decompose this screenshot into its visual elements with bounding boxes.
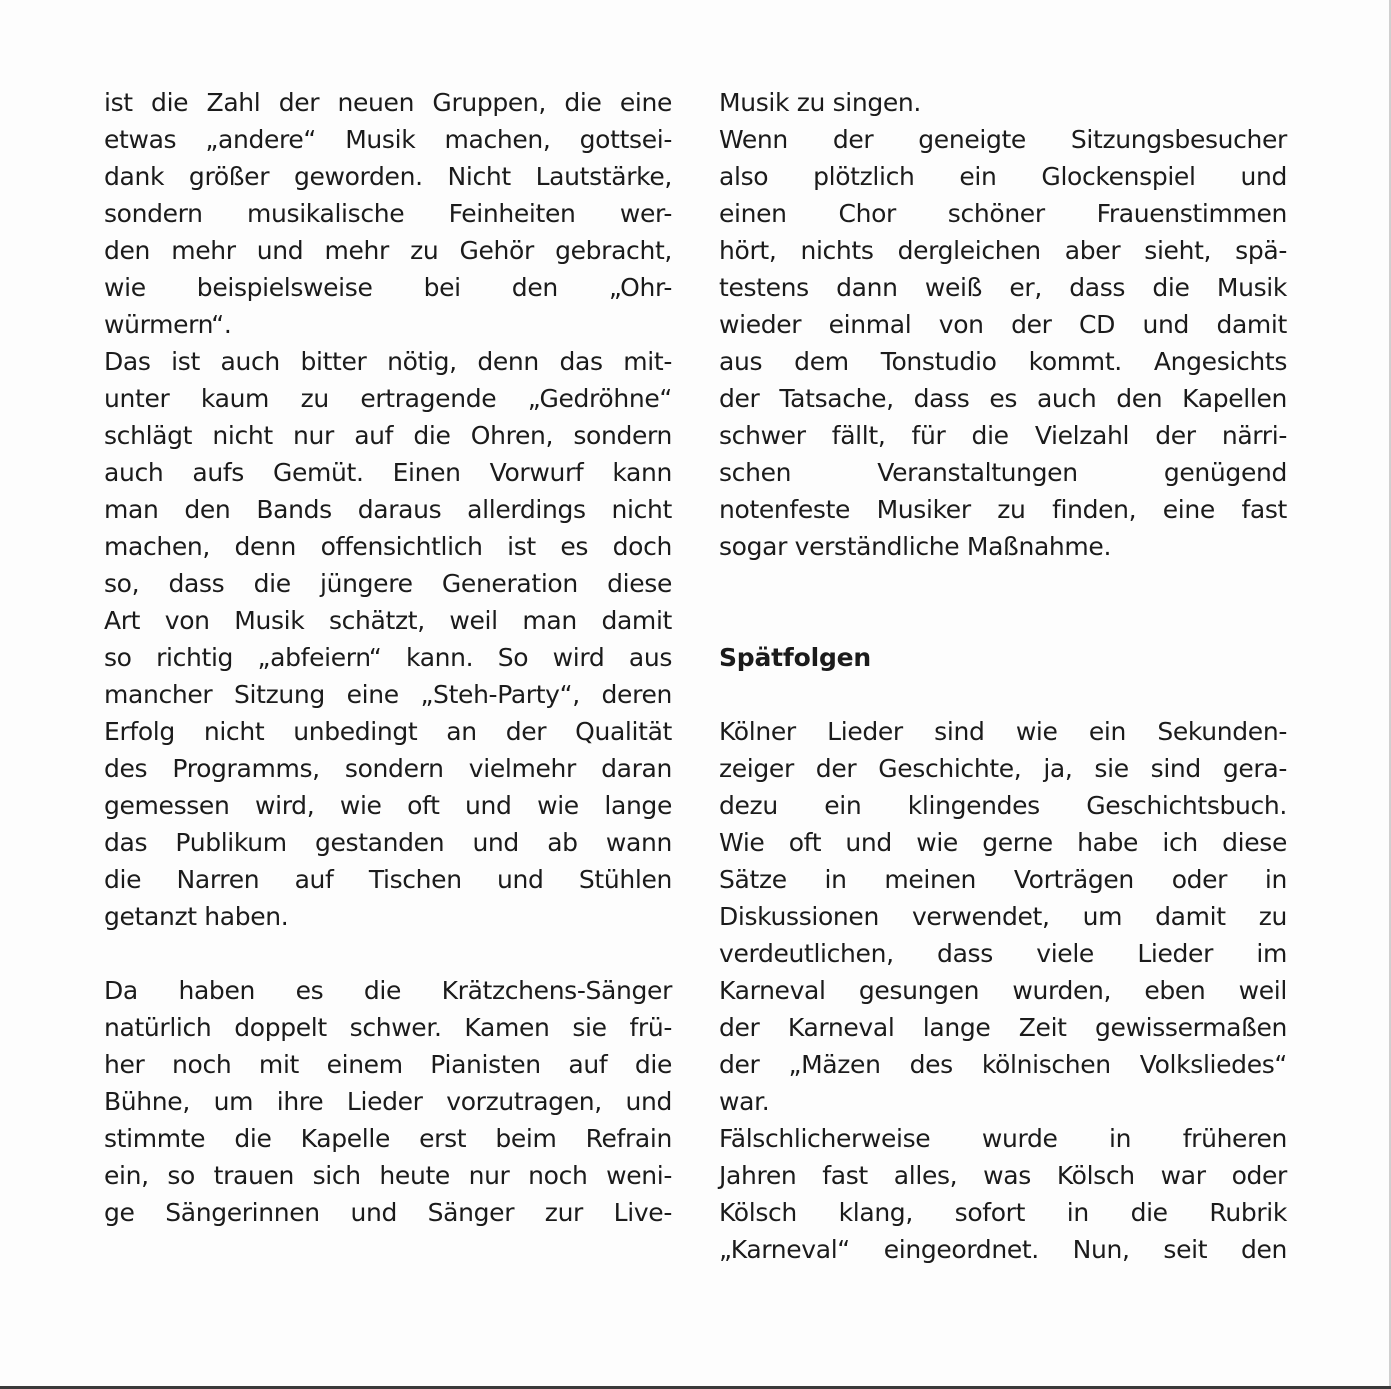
text-line: sondern musikalische Feinheiten wer- (104, 199, 672, 228)
text-line: „Karneval“ eingeordnet. Nun, seit den (719, 1235, 1287, 1264)
text-line: Art von Musik schätzt, weil man damit (104, 606, 672, 635)
text-line: so richtig „abfeiern“ kann. So wird aus (104, 643, 672, 672)
text-line: mancher Sitzung eine „Steh-Party“, deren (104, 680, 672, 709)
text-line: notenfeste Musiker zu finden, eine fast (719, 495, 1287, 524)
right-text-column (719, 84, 1287, 1268)
text-line: verdeutlichen, dass viele Lieder im (719, 939, 1287, 968)
text-line: Fälschlicherweise wurde in früheren (719, 1124, 1287, 1153)
text-line: aus dem Tonstudio kommt. Angesichts (719, 347, 1287, 376)
text-line: man den Bands daraus allerdings nicht (104, 495, 672, 524)
text-line: sogar verständliche Maßnahme. (719, 532, 1112, 561)
text-line: das Publikum gestanden und ab wann (104, 828, 672, 857)
text-line: schen Veranstaltungen genügend (719, 458, 1287, 487)
text-line: Bühne, um ihre Lieder vorzutragen, und (104, 1087, 672, 1116)
text-line: hört, nichts dergleichen aber sieht, spä- (719, 236, 1287, 265)
text-line: ge Sängerinnen und Sänger zur Live- (104, 1198, 672, 1227)
text-line: stimmte die Kapelle erst beim Refrain (104, 1124, 672, 1153)
text-line: Wie oft und wie gerne habe ich diese (719, 828, 1287, 857)
paragraph-gap (719, 565, 1287, 602)
text-line: würmern“. (104, 310, 232, 339)
text-line: ist die Zahl der neuen Gruppen, die eine (104, 88, 672, 117)
text-line: dezu ein klingendes Geschichtsbuch. (719, 791, 1287, 820)
text-line: die Narren auf Tischen und Stühlen (104, 865, 672, 894)
text-line: so, dass die jüngere Generation diese (104, 569, 672, 598)
text-line: schlägt nicht nur auf die Ohren, sondern (104, 421, 672, 450)
text-line: Kölner Lieder sind wie ein Sekunden- (719, 717, 1287, 746)
section-heading: Spätfolgen (719, 643, 871, 672)
text-line: Jahren fast alles, was Kölsch war oder (719, 1161, 1287, 1190)
paragraph-gap (719, 602, 1287, 639)
text-line: schwer fällt, für die Vielzahl der närri- (719, 421, 1287, 450)
text-line: gemessen wird, wie oft und wie lange (104, 791, 672, 820)
text-line: ein, so trauen sich heute nur noch weni- (104, 1161, 672, 1190)
text-line: unter kaum zu ertragende „Gedröhne“ (104, 384, 672, 413)
text-line: Musik zu singen. (719, 88, 921, 117)
text-line: der Tatsache, dass es auch den Kapellen (719, 384, 1287, 413)
text-line: einen Chor schöner Frauenstimmen (719, 199, 1287, 228)
text-line: etwas „andere“ Musik machen, gottsei- (104, 125, 672, 154)
text-line: Erfolg nicht unbedingt an der Qualität (104, 717, 672, 746)
text-line: des Programms, sondern vielmehr daran (104, 754, 672, 783)
text-line: der „Mäzen des kölnischen Volksliedes“ (719, 1050, 1287, 1079)
text-line: zeiger der Geschichte, ja, sie sind gera- (719, 754, 1287, 783)
text-line: Das ist auch bitter nötig, denn das mit- (104, 347, 672, 376)
text-line: Sätze in meinen Vorträgen oder in (719, 865, 1287, 894)
text-line: den mehr und mehr zu Gehör gebracht, (104, 236, 672, 265)
text-line: Diskussionen verwendet, um damit zu (719, 902, 1287, 931)
text-line: wieder einmal von der CD und damit (719, 310, 1287, 339)
paragraph-gap (719, 676, 1287, 713)
text-line: dank größer geworden. Nicht Lautstärke, (104, 162, 672, 191)
text-line: getanzt haben. (104, 902, 289, 931)
text-line: auch aufs Gemüt. Einen Vorwurf kann (104, 458, 672, 487)
text-line: der Karneval lange Zeit gewissermaßen (719, 1013, 1287, 1042)
text-line: natürlich doppelt schwer. Kamen sie frü- (104, 1013, 672, 1042)
text-line: Wenn der geneigte Sitzungsbesucher (719, 125, 1287, 154)
text-line: Kölsch klang, sofort in die Rubrik (719, 1198, 1287, 1227)
text-line: war. (719, 1087, 770, 1116)
text-line: Da haben es die Krätzchens-Sänger (104, 976, 672, 1005)
text-line: Karneval gesungen wurden, eben weil (719, 976, 1287, 1005)
text-line: her noch mit einem Pianisten auf die (104, 1050, 672, 1079)
left-text-column (104, 84, 672, 1231)
text-line: also plötzlich ein Glockenspiel und (719, 162, 1287, 191)
text-line: testens dann weiß er, dass die Musik (719, 273, 1287, 302)
text-line: wie beispielsweise bei den „Ohr- (104, 273, 672, 302)
text-line: machen, denn offensichtlich ist es doch (104, 532, 672, 561)
paragraph-gap (104, 935, 672, 972)
